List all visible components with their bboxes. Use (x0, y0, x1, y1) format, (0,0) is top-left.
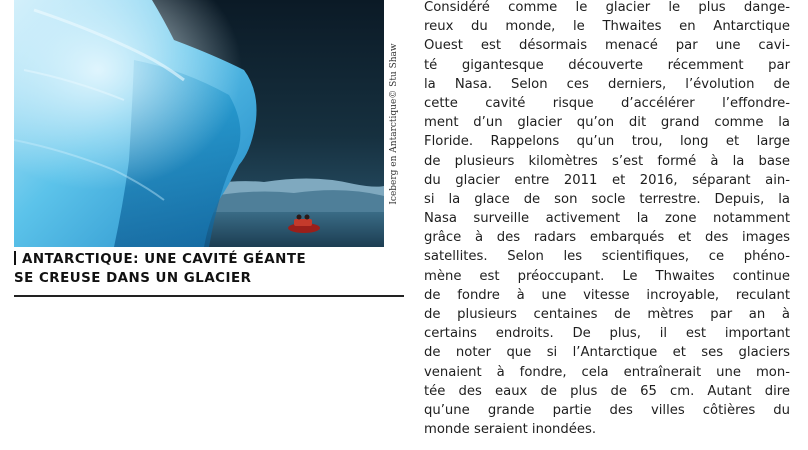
article-line: monde seraient inondées. (424, 422, 597, 438)
article-line: Ouest est désormais menacé par une cavi- (424, 38, 790, 54)
iceberg-photo (14, 0, 384, 247)
article-line: du glacier entre 2011 et 2016, séparant ain- (424, 172, 790, 188)
article-line: de plusieurs kilomètres s’est formé à la base (424, 153, 790, 169)
photo-credit (387, 0, 401, 247)
article-line: cette cavité risque d’accélérer l’effondre- (424, 95, 790, 111)
article-line: de fondre à une vitesse incroyable, reculant (424, 287, 790, 303)
article-headline (14, 251, 402, 288)
article-line: de plusieurs centaines de mètres par an à (424, 307, 790, 322)
article-line: ment d’un glacier qu’on dit grand comme la (424, 115, 790, 131)
article-line: Considéré comme le glacier le plus dange- (424, 0, 790, 15)
headline-rule (14, 295, 404, 297)
article-line: venaient à fondre, cela entraînerait une mon- (424, 364, 790, 380)
headline-line-1-text: ANTARCTIQUE: UNE CAVITÉ GÉANTE (22, 252, 307, 267)
headline-line-2: SE CREUSE DANS UN GLACIER (14, 270, 252, 286)
article-line: satellites. Selon les scientifiques, ce phéno- (424, 249, 790, 265)
article-line: reux du monde, le Thwaites en Antarctique (424, 19, 790, 35)
headline-line-1 (14, 251, 402, 270)
article-line: si la glace de son socle terrestre. Depuis, la (424, 191, 790, 207)
photo-credit-text: Iceberg en Antarctique© Stu Shaw (389, 42, 399, 205)
article-line: mène est préoccupant. Le Thwaites continue (424, 268, 790, 284)
headline-bar (14, 251, 16, 265)
article-line: Nasa surveille activement la zone notamment (424, 211, 790, 227)
article-line: la Nasa. Selon ces derniers, l’évolution de (424, 76, 790, 92)
article-line: de noter que si l’Antarctique et ses glaciers (424, 345, 790, 361)
article-line: certains endroits. De plus, il est important (424, 326, 790, 342)
article-body (424, 0, 790, 439)
article-line: té gigantesque découverte récemment par (424, 57, 790, 73)
article-line: grâce à des radars embarqués et des images (424, 230, 790, 246)
article-line: qu’une grande partie des villes côtières du (424, 402, 790, 418)
article-line: Floride. Rappelons qu’un trou, long et large (424, 134, 790, 150)
article-line: tée des eaux de plus de 65 cm. Autant dire (424, 383, 790, 399)
